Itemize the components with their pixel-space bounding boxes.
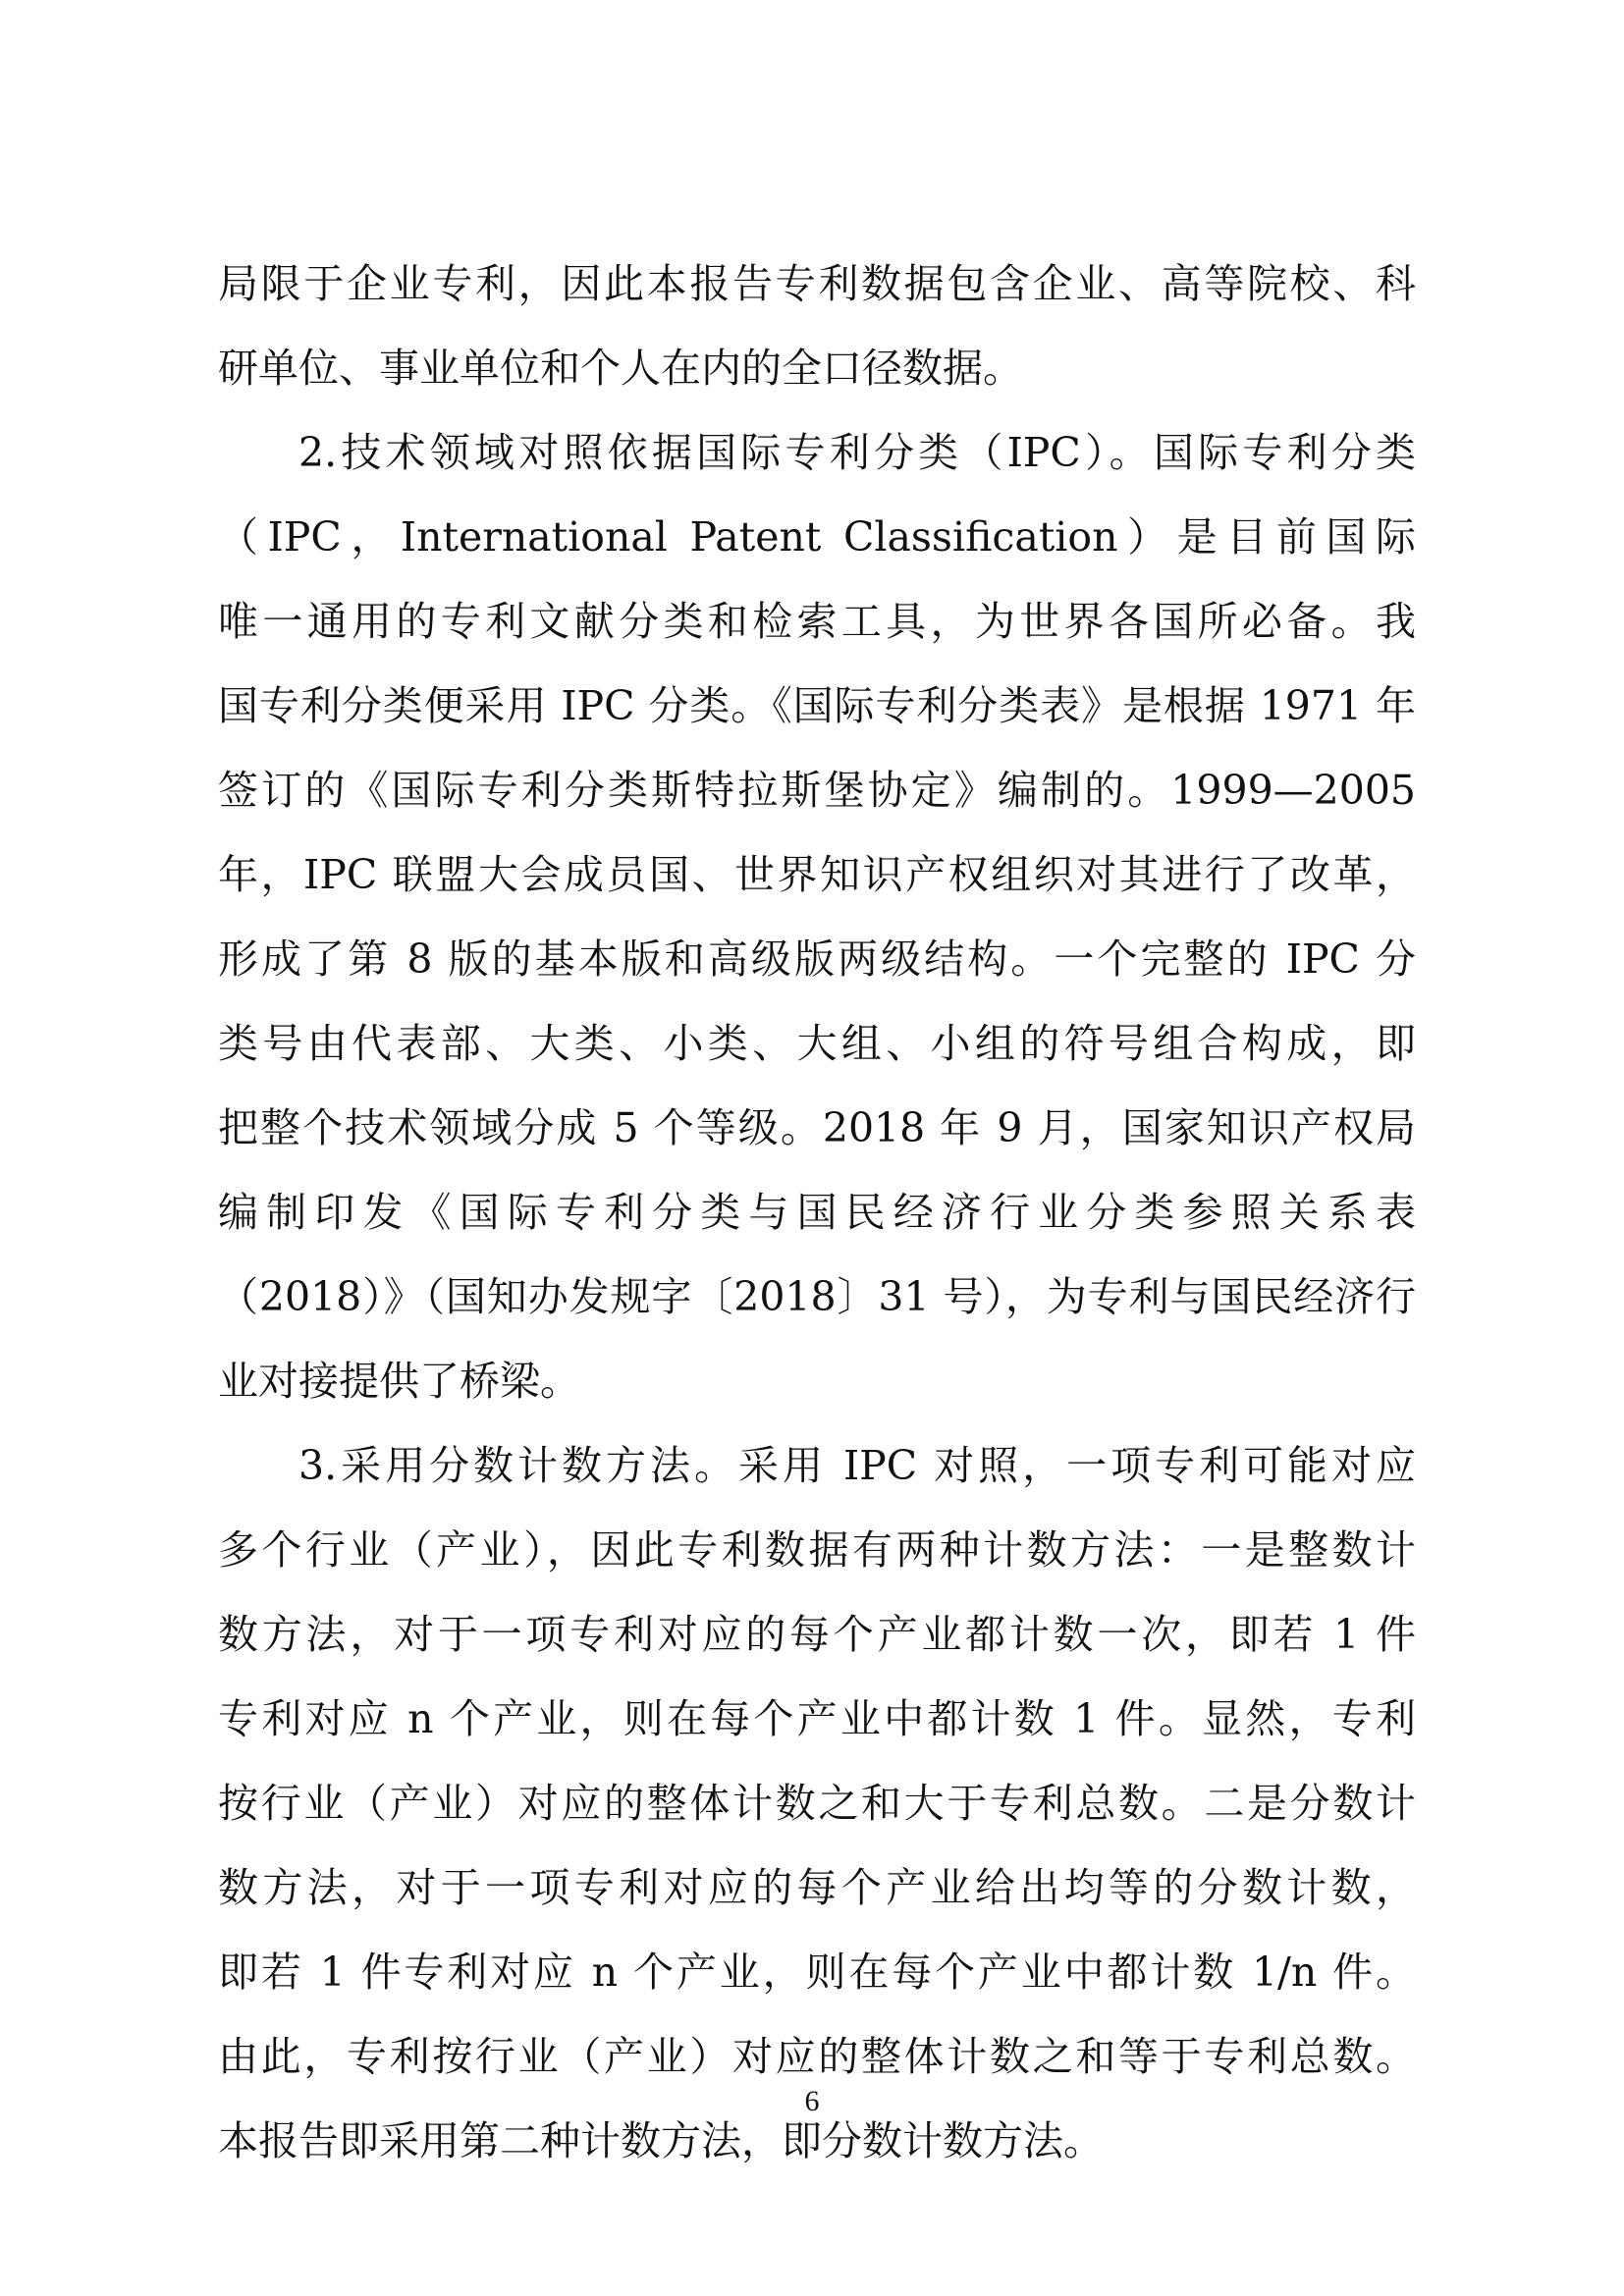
text-line-9: 形成了第 8 版的基本版和高级版两级结构。一个完整的 IPC 分 [218,935,1416,983]
text-line-12: 编制印发《国际专利分类与国民经济行业分类参照关系表 [218,1189,1416,1236]
text-line-19: 按行业（产业）对应的整体计数之和大于专利总数。二是分数计 [218,1780,1416,1827]
text-line-16: 多个行业（产业），因此专利数据有两种计数方法：一是整数计 [218,1526,1416,1574]
body-text [218,241,1416,2183]
text-line-21: 即若 1 件专利对应 n 个产业，则在每个产业中都计数 1/n 件。 [218,1949,1416,1996]
text-line-10: 类号由代表部、大类、小类、大组、小组的符号组合构成，即 [218,1020,1416,1067]
text-line-11: 把整个技术领域分成 5 个等级。2018 年 9 月，国家知识产权局 [218,1104,1416,1151]
text-line-2: 研单位、事业单位和个人在内的全口径数据。 [218,345,1023,392]
text-line-13: （2018）》（国知办发规字〔2018〕31 号），为专利与国民经济行 [218,1273,1416,1320]
text-line-6: 国专利分类便采用 IPC 分类。《国际专利分类表》是根据 1971 年 [218,682,1416,729]
text-line-1: 局限于企业专利，因此本报告专利数据包含企业、高等院校、科 [218,260,1416,307]
text-line-22: 由此，专利按行业（产业）对应的整体计数之和等于专利总数。 [218,2033,1416,2080]
text-line-14: 业对接提供了桥梁。 [218,1358,580,1405]
page-number: 6 [804,2085,820,2117]
text-line-23: 本报告即采用第二种计数方法，即分数计数方法。 [218,2117,1104,2164]
text-line-7: 签订的《国际专利分类斯特拉斯堡协定》编制的。1999—2005 [218,767,1416,814]
text-line-5: 唯一通用的专利文献分类和检索工具，为世界各国所必备。我 [218,598,1416,645]
text-line-3: 2.技术领域对照依据国际专利分类（IPC）。国际专利分类 [298,429,1416,476]
text-line-20: 数方法，对于一项专利对应的每个产业给出均等的分数计数， [218,1864,1416,1911]
text-line-4: （IPC，International Patent Classification）是目前国际 [218,513,1416,561]
text-line-8: 年，IPC 联盟大会成员国、世界知识产权组织对其进行了改革， [218,851,1416,898]
text-line-18: 专利对应 n 个产业，则在每个产业中都计数 1 件。显然，专利 [218,1695,1416,1742]
text-line-15: 3.采用分数计数方法。采用 IPC 对照，一项专利可能对应 [298,1442,1416,1489]
text-line-17: 数方法，对于一项专利对应的每个产业都计数一次，即若 1 件 [218,1611,1416,1658]
